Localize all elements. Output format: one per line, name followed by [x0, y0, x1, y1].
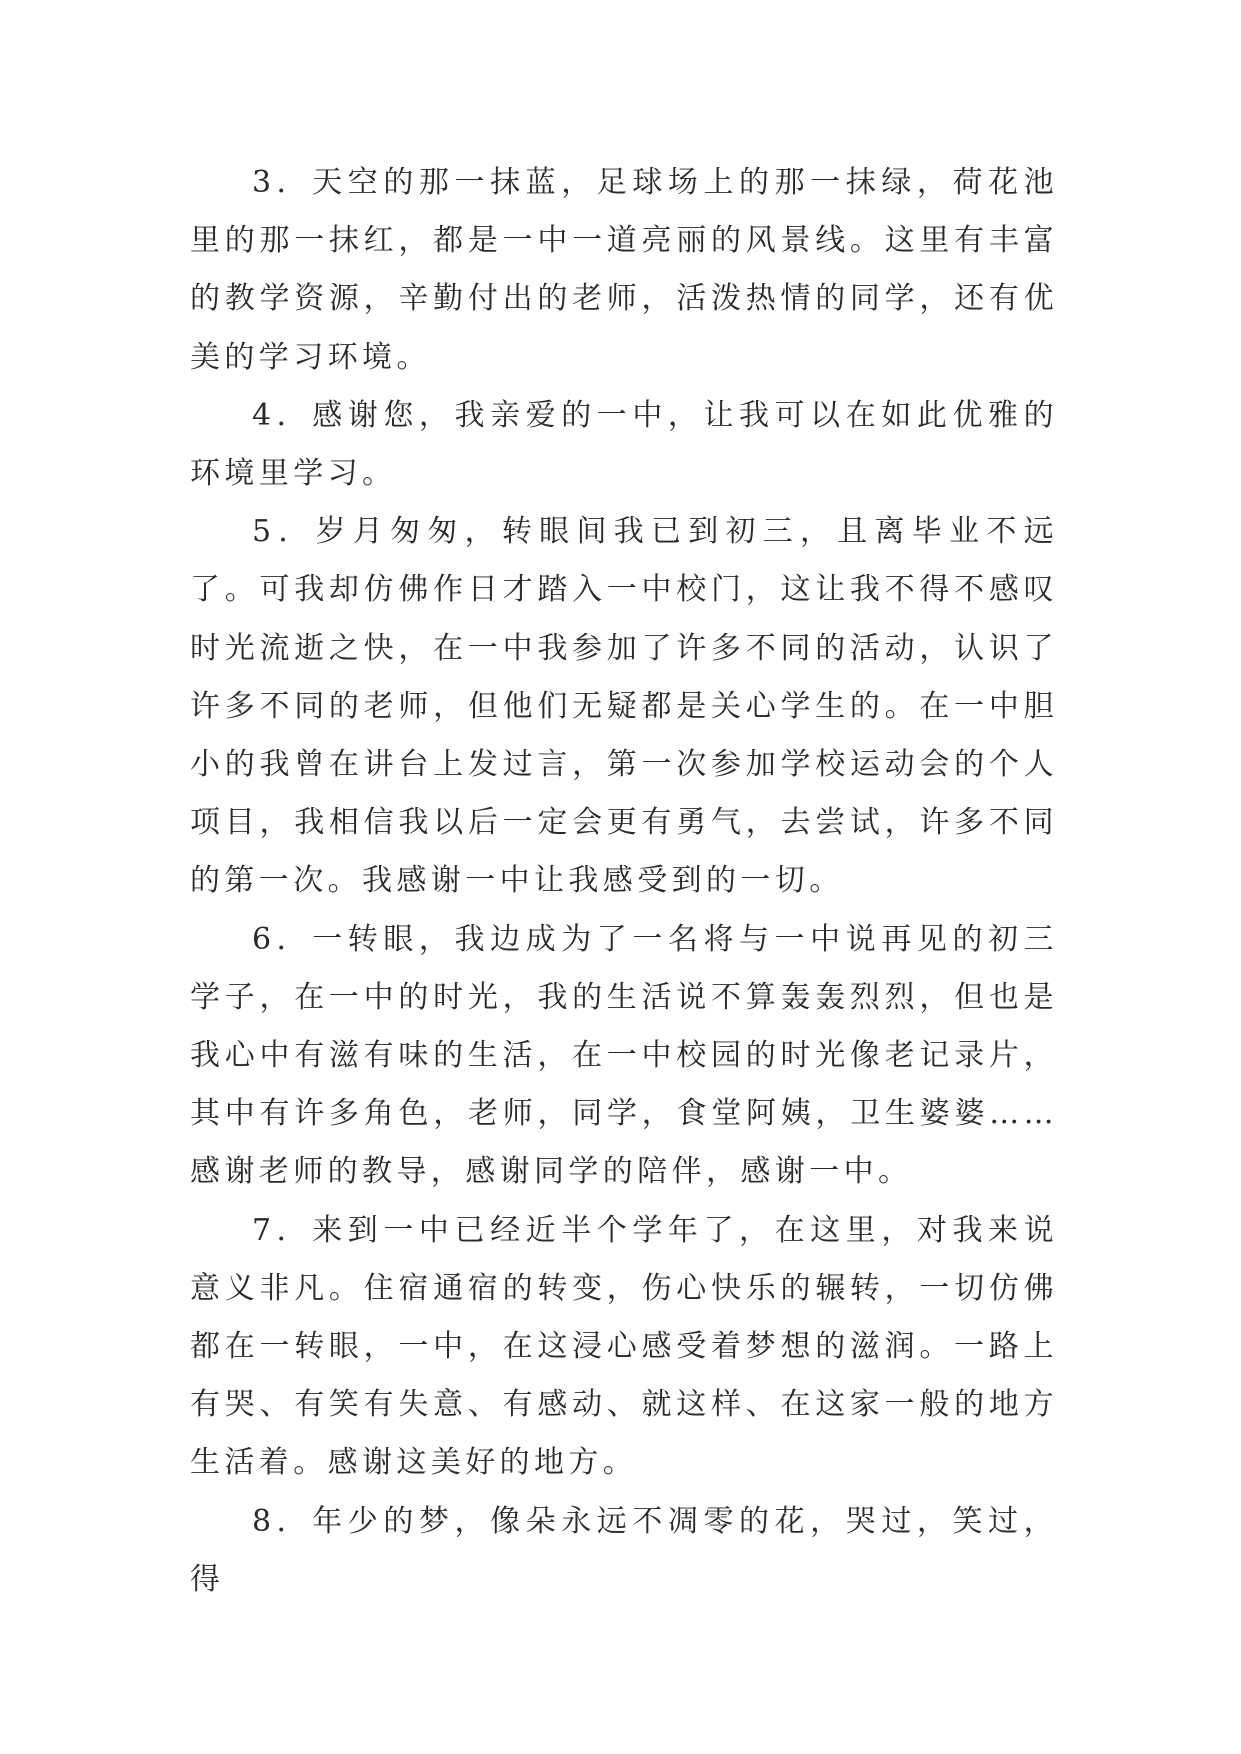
- paragraph-7: 7．来到一中已经近半个学年了，在这里，对我来说意义非凡。住宿通宿的转变，伤心快乐的辗转，一切仿佛都在一转眼，一中，在这浸心感受着梦想的滋润。一路上有哭、有笑有失意、有感动、就这样、在这家一般的地方生活着。感谢这美好的地方。: [190, 1212, 1058, 1481]
- paragraph-8: 8．年少的梦，像朵永远不凋零的花，哭过，笑过，得: [190, 1503, 1058, 1597]
- paragraph-4: 4．感谢您，我亲爱的一中，让我可以在如此优雅的环境里学习。: [190, 397, 1058, 492]
- document-body: [190, 154, 1058, 1609]
- paragraph-5: 5．岁月匆匆，转眼间我已到初三，且离毕业不远了。可我却仿佛作日才踏入一中校门，这让我不得不感叹时光流逝之快，在一中我参加了许多不同的活动，认识了许多不同的老师，但他们无疑都是关心学生的。在一中胆小的我曾在讲台上发过言，第一次参加学校运动会的个人项目，我相信我以后一定会更有勇气，去尝试，许多不同的第一次。我感谢一中让我感受到的一切。: [190, 514, 1058, 899]
- paragraph-3: 3．天空的那一抹蓝，足球场上的那一抹绿，荷花池里的那一抹红，都是一中一道亮丽的风景线。这里有丰富的教学资源，辛勤付出的老师，活泼热情的同学，还有优美的学习环境。: [190, 165, 1058, 375]
- paragraph-6: 6．一转眼，我边成为了一名将与一中说再见的初三学子，在一中的时光，我的生活说不算轰轰烈烈，但也是我心中有滋有味的生活，在一中校园的时光像老记录片，其中有许多角色，老师，同学，食堂阿姨，卫生婆婆……感谢老师的教导，感谢同学的陪伴，感谢一中。: [190, 921, 1058, 1190]
